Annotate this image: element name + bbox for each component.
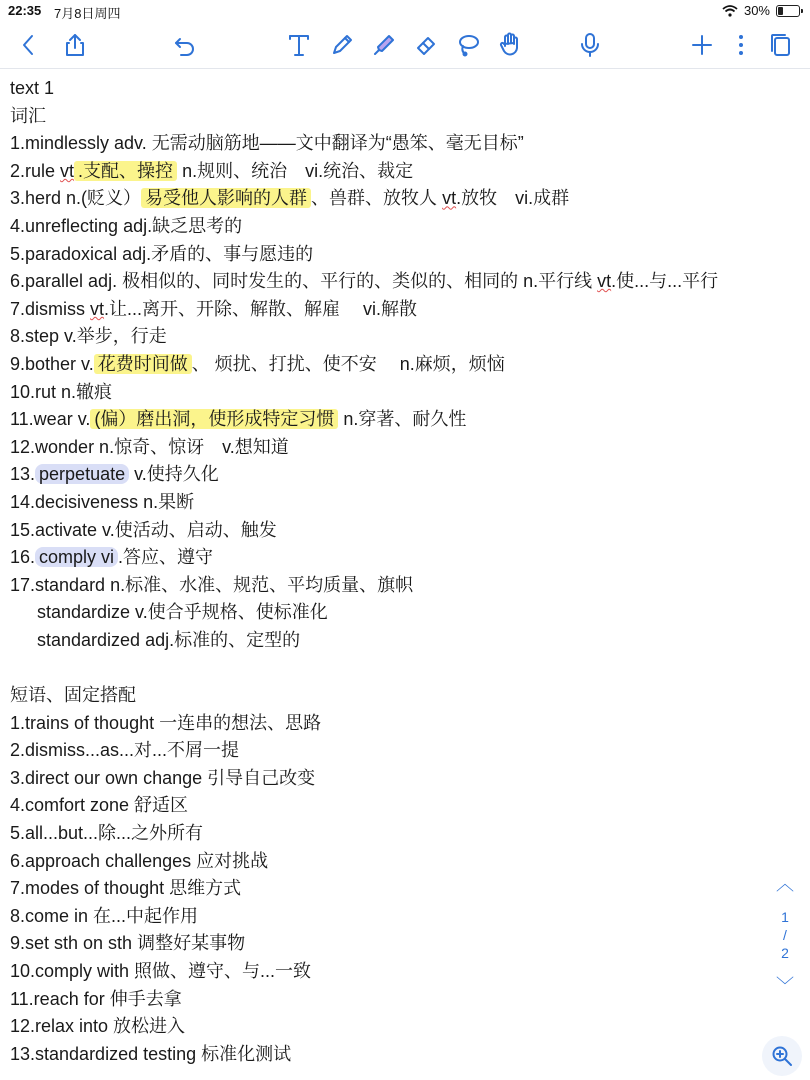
vocab-item: 6.parallel adj. 极相似的、同时发生的、平行的、类似的、相同的 n.平行线 vt.使...与...平行 — [10, 271, 719, 292]
eraser-icon[interactable] — [411, 30, 441, 60]
phrase-item: 1.trains of thought 一连串的想法、思路 — [10, 712, 322, 733]
highlight-yellow: 花费时间做 — [94, 354, 192, 374]
mic-icon[interactable] — [575, 30, 605, 60]
highlight-yellow: .支配、操控 — [74, 161, 177, 181]
back-icon[interactable] — [14, 30, 44, 60]
vocab-item: 16. comply vi .答应、遵守 — [10, 547, 214, 568]
note-content[interactable] — [10, 75, 770, 1068]
more-icon[interactable] — [726, 30, 756, 60]
pages-icon[interactable] — [766, 30, 796, 60]
share-icon[interactable] — [60, 30, 90, 60]
vocab-subitem: standardize v.使合乎规格、使标准化 — [37, 602, 328, 623]
lasso-icon[interactable] — [453, 30, 483, 60]
page-navigator — [770, 870, 800, 998]
add-icon[interactable] — [687, 30, 717, 60]
vocab-item: 1.mindlessly adv. 无需动脑筋地——文中翻译为“愚笨、毫无目标” — [10, 133, 524, 154]
battery-percent: 30% — [743, 3, 770, 18]
toolbar — [0, 22, 810, 69]
status-time: 22:35 — [8, 3, 42, 18]
vocab-item: 11.wear v. (偏）磨出洞，使形成特定习惯 n.穿著、耐久性 — [10, 409, 467, 430]
phrase-item: 4.comfort zone 舒适区 — [10, 795, 189, 816]
highlight-yellow: (偏）磨出洞，使形成特定习惯 — [90, 409, 338, 429]
status-bar — [0, 0, 810, 22]
phrase-item: 7.modes of thought 思维方式 — [10, 878, 242, 899]
highlight-blue: comply vi — [35, 547, 118, 567]
vocab-item: 7.dismiss vt.让...离开、开除、解散、解雇 vi.解散 — [10, 298, 418, 319]
vocab-item: 13. perpetuate v.使持久化 — [10, 464, 219, 485]
phrase-item: 3.direct our own change 引导自己改变 — [10, 767, 316, 788]
blank-line — [10, 654, 770, 682]
total-pages: 2 — [781, 945, 789, 961]
vocab-item: 9.bother v. 花费时间做 、 烦扰、打扰、使不安 n.麻烦，烦恼 — [10, 353, 505, 374]
phrase-item: 5.all...but...除...之外所有 — [10, 823, 204, 844]
battery-icon — [776, 5, 800, 17]
vocab-item: 14.decisiveness n.果断 — [10, 491, 195, 512]
pen-icon[interactable] — [327, 30, 357, 60]
vocab-item: 10.rut n.辙痕 — [10, 381, 113, 402]
current-page: 1 — [781, 909, 789, 925]
vocab-item: 5.paradoxical adj.矛盾的、事与愿违的 — [10, 243, 314, 264]
status-date: 7月8日周四 — [54, 6, 121, 21]
undo-icon[interactable] — [170, 30, 200, 60]
phrase-heading: 短语、固定搭配 — [10, 685, 136, 706]
vocab-heading: 词汇 — [10, 105, 46, 126]
vocab-item: 12.wonder n.惊奇、惊讶 v.想知道 — [10, 436, 289, 457]
note-title: text 1 — [10, 78, 55, 98]
phrase-item: 13.standardized testing 标准化测试 — [10, 1043, 292, 1064]
highlighter-icon[interactable] — [369, 30, 399, 60]
vocab-item: 8.step v.举步，行走 — [10, 326, 167, 347]
phrase-item: 8.come in 在...中起作用 — [10, 905, 199, 926]
vocab-item: 4.unreflecting adj.缺乏思考的 — [10, 215, 243, 236]
highlight-blue: perpetuate — [35, 464, 129, 484]
vocab-item: 17.standard n.标准、水准、规范、平均质量、旗帜 — [10, 574, 414, 595]
page-down-icon[interactable]: ﹀ — [776, 976, 794, 996]
phrase-item: 6.approach challenges 应对挑战 — [10, 850, 269, 871]
text-tool-icon[interactable] — [284, 30, 314, 60]
phrase-item: 9.set sth on sth 调整好某事物 — [10, 933, 246, 954]
wifi-icon — [722, 5, 738, 17]
phrase-item: 11.reach for 伸手去拿 — [10, 988, 182, 1009]
page-up-icon[interactable]: ︿ — [776, 874, 794, 894]
zoom-button[interactable] — [762, 1036, 802, 1076]
page-separator: / — [783, 927, 787, 943]
status-right — [722, 3, 800, 18]
zoom-in-icon — [770, 1044, 794, 1068]
phrase-item: 12.relax into 放松进入 — [10, 1016, 186, 1037]
vocab-subitem: standardized adj.标准的、定型的 — [37, 629, 301, 650]
vocab-item: 15.activate v.使活动、启动、触发 — [10, 519, 277, 540]
vocab-item: 2.rule vt .支配、操控 n.规则、统治 vi.统治、裁定 — [10, 160, 414, 181]
phrase-item: 2.dismiss...as...对...不屑一提 — [10, 740, 240, 761]
phrase-item: 10.comply with 照做、遵守、与...一致 — [10, 961, 312, 981]
vocab-item: 3.herd n.(贬义） 易受他人影响的人群 、兽群、放牧人 vt.放牧 vi.成群 — [10, 188, 570, 209]
highlight-yellow: 易受他人影响的人群 — [141, 188, 311, 208]
hand-icon[interactable] — [495, 30, 525, 60]
